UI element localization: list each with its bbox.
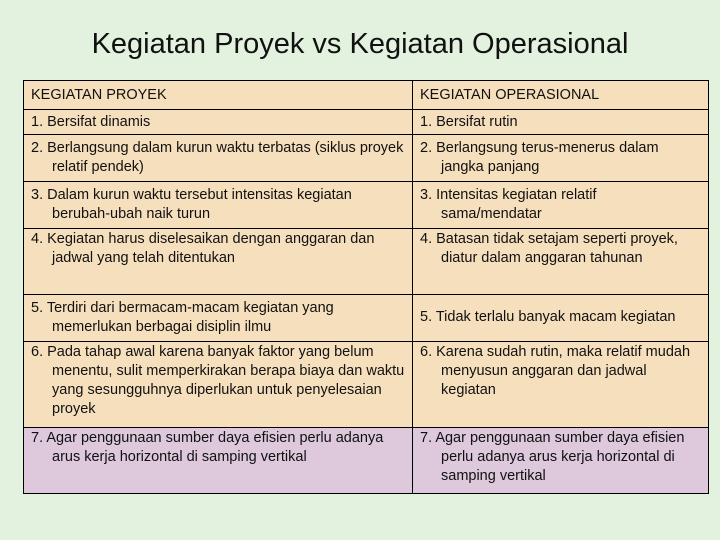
operasional-item-4: 4. Batasan tidak setajam seperti proyek, diatur dalam anggaran tahunan <box>420 231 678 266</box>
operasional-cell <box>413 229 709 295</box>
operasional-item-3: 3. Intensitas kegiatan relatif sama/mendatar <box>420 186 597 222</box>
header-kegiatan-operasional: KEGIATAN OPERASIONAL <box>413 81 709 110</box>
proyek-cell <box>24 182 413 229</box>
operasional-item-7: 7. Agar penggunaan sumber daya efisien perlu adanya arus kerja horizontal di samping vertikal <box>420 430 685 484</box>
proyek-item-5: 5. Terdiri dari bermacam-macam kegiatan yang memerlukan berbagai disiplin ilmu <box>31 299 334 335</box>
table-header-row <box>24 81 709 110</box>
comparison-table <box>23 80 709 494</box>
table-row <box>24 135 709 182</box>
operasional-cell <box>413 428 709 494</box>
operasional-cell <box>413 182 709 229</box>
proyek-cell <box>24 110 413 135</box>
proyek-item-4: 4. Kegiatan harus diselesaikan dengan anggaran dan jadwal yang telah ditentukan <box>31 231 375 266</box>
header-kegiatan-proyek: KEGIATAN PROYEK <box>24 81 413 110</box>
table-row <box>24 229 709 295</box>
table-row <box>24 182 709 229</box>
proyek-item-1: 1. Bersifat dinamis <box>31 113 151 130</box>
table-row <box>24 342 709 428</box>
operasional-cell <box>413 342 709 428</box>
operasional-item-5: 5. Tidak terlalu banyak macam kegiatan <box>420 309 676 325</box>
table-row <box>24 110 709 135</box>
operasional-item-6: 6. Karena sudah rutin, maka relatif mudah menyusun anggaran dan jadwal kegiatan <box>420 344 691 398</box>
proyek-cell <box>24 295 413 342</box>
operasional-item-1: 1. Bersifat rutin <box>420 113 518 130</box>
proyek-cell <box>24 342 413 428</box>
operasional-cell <box>413 110 709 135</box>
proyek-cell <box>24 135 413 182</box>
proyek-item-3: 3. Dalam kurun waktu tersebut intensitas kegiatan berubah-ubah naik turun <box>31 186 352 222</box>
operasional-cell <box>413 135 709 182</box>
operasional-item-2: 2. Berlangsung terus-menerus dalam jangka panjang <box>420 139 659 175</box>
slide-title: Kegiatan Proyek vs Kegiatan Operasional <box>91 28 629 60</box>
proyek-item-2: 2. Berlangsung dalam kurun waktu terbatas (siklus proyek relatif pendek) <box>31 139 404 175</box>
proyek-cell <box>24 428 413 494</box>
operasional-cell <box>413 295 709 342</box>
table-row <box>24 428 709 494</box>
proyek-item-7: 7. Agar penggunaan sumber daya efisien perlu adanya arus kerja horizontal di samping vertikal <box>31 430 384 465</box>
proyek-cell <box>24 229 413 295</box>
table-row <box>24 295 709 342</box>
proyek-item-6: 6. Pada tahap awal karena banyak faktor yang belum menentu, sulit memperkirakan berapa biaya dan waktu yang sesungguhnya diperlukan untuk penyelesaian proyek <box>31 344 405 417</box>
